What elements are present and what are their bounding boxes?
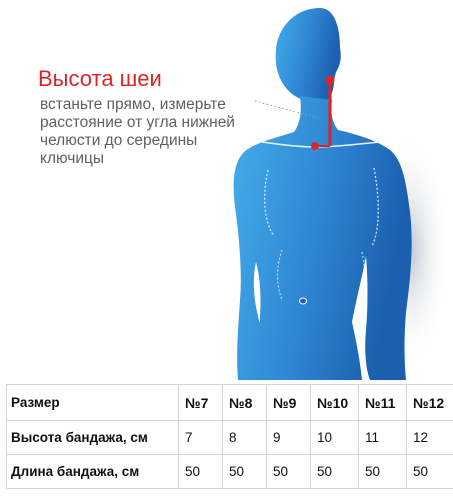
- size-value-cell: 50: [223, 455, 267, 489]
- size-value-cell: 50: [179, 455, 223, 489]
- size-table: [6, 384, 453, 489]
- size-table-body: [7, 385, 453, 489]
- size-value-cell: 50: [267, 455, 311, 489]
- measure-description: встаньте прямо, измерьте расстояние от угла нижней челюсти до середины ключицы: [40, 96, 235, 167]
- row-label: Размер: [7, 385, 179, 421]
- table-row: [7, 455, 453, 489]
- size-value-cell: 9: [267, 421, 311, 455]
- table-row: [7, 421, 453, 455]
- size-value-cell: 50: [311, 455, 359, 489]
- measure-title: Высота шеи: [38, 66, 162, 91]
- size-header-cell: №7: [179, 385, 223, 421]
- row-label: Длина бандажа, см: [7, 455, 179, 489]
- size-value-cell: 12: [407, 421, 453, 455]
- measure-point-top: [326, 76, 335, 85]
- table-header-row: [7, 385, 453, 421]
- size-header-cell: №10: [311, 385, 359, 421]
- size-header-cell: №12: [407, 385, 453, 421]
- size-value-cell: 8: [223, 421, 267, 455]
- size-value-cell: 7: [179, 421, 223, 455]
- size-header-cell: №11: [359, 385, 407, 421]
- row-label: Высота бандажа, см: [7, 421, 179, 455]
- navel: [300, 298, 307, 304]
- size-header-cell: №8: [223, 385, 267, 421]
- size-value-cell: 50: [359, 455, 407, 489]
- size-value-cell: 10: [311, 421, 359, 455]
- size-value-cell: 50: [407, 455, 453, 489]
- figure-torso: [234, 96, 412, 380]
- size-header-cell: №9: [267, 385, 311, 421]
- size-value-cell: 11: [359, 421, 407, 455]
